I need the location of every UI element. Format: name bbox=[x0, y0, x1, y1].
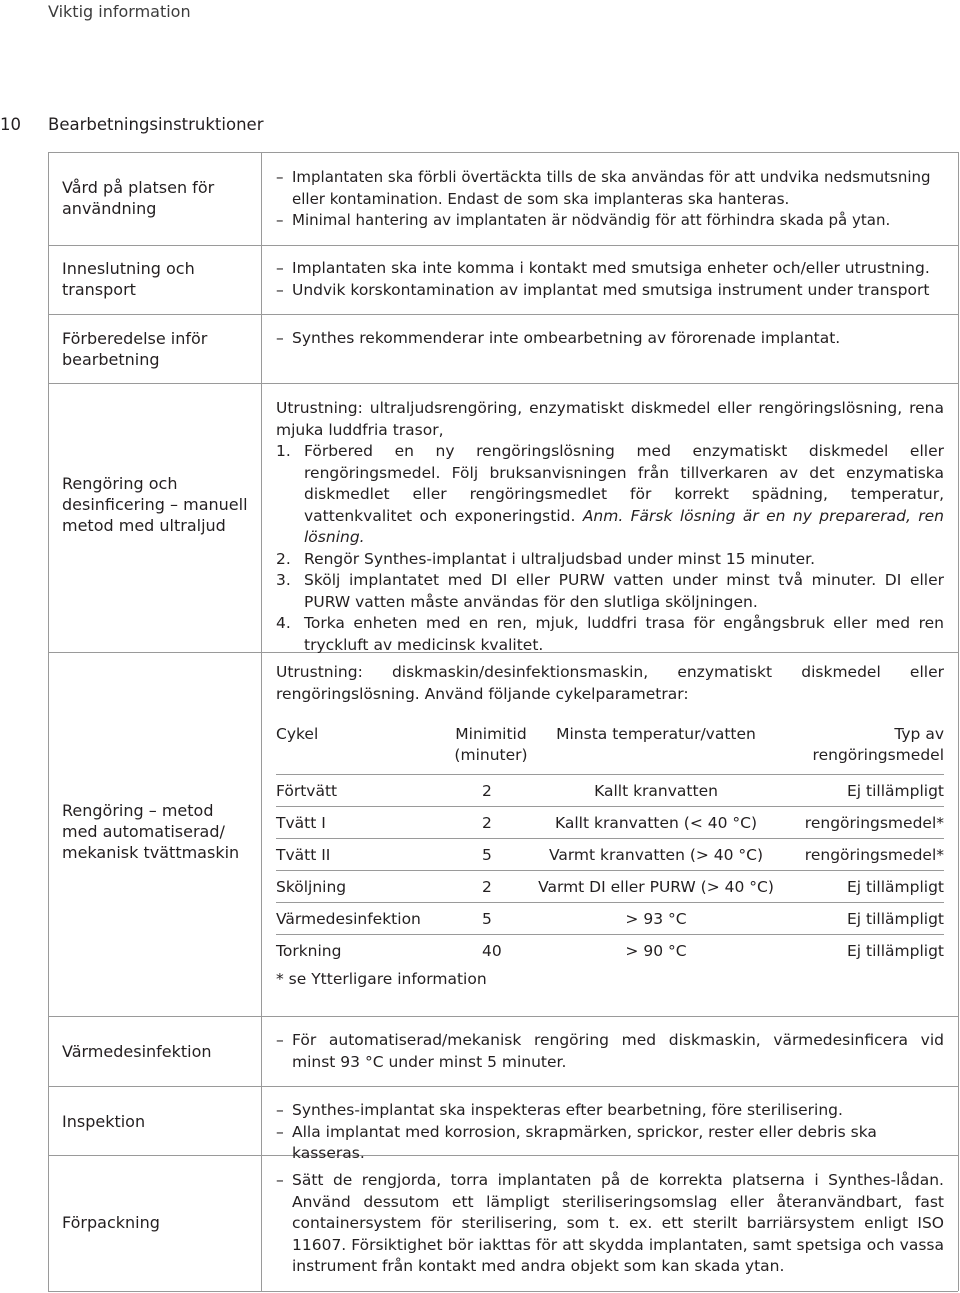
care-bullet-1: – Implantaten ska förbli övertäckta tills de ska användas för att undvika nedsmutsning eller kontamination. Endast de som ska implanteras ska hanteras. bbox=[276, 167, 944, 210]
cycle-detergent: rengöringsmedel* bbox=[776, 839, 944, 871]
cycle-row bbox=[276, 839, 944, 871]
label-preparation: Förberedelse inför bearbetning bbox=[62, 329, 208, 369]
cycle-detergent: Ej tillämpligt bbox=[776, 775, 944, 807]
section-number: 10 bbox=[0, 115, 21, 134]
col-cycle: Cykel bbox=[276, 725, 319, 743]
page-header: Viktig information bbox=[48, 2, 191, 21]
thermal-bullet-1: – För automatiserad/mekanisk rengöring med diskmaskin, värmedesinficera vid minst 93 °C under minst 5 minuter. bbox=[276, 1030, 944, 1073]
cycle-row bbox=[276, 807, 944, 839]
cycle-temp: > 93 °C bbox=[536, 903, 776, 935]
cycle-row bbox=[276, 935, 944, 967]
content-preparation bbox=[276, 328, 944, 350]
cycle-name: Tvätt II bbox=[276, 839, 446, 871]
cycle-time: 2 bbox=[446, 871, 536, 903]
rule bbox=[48, 1016, 958, 1017]
rule bbox=[48, 245, 958, 246]
table-left-border bbox=[48, 152, 49, 1291]
inspection-bullet-1: – Synthes-implantat ska inspekteras efter bearbetning, före sterilisering. bbox=[276, 1100, 944, 1122]
content-care bbox=[276, 167, 944, 232]
label-automated: Rengöring – metod med automatiserad/ mekanisk tvättmaskin bbox=[62, 801, 240, 862]
label-containment: Inneslutning och transport bbox=[62, 259, 195, 299]
manual-step-3: 3. Skölj implantatet med DI eller PURW vatten under minst två minuter. DI eller PURW vatten måste användas för den slutliga sköljningen. bbox=[276, 571, 944, 611]
automated-footnote: * se Ytterligare information bbox=[276, 970, 487, 988]
label-care: Vård på platsen för användning bbox=[62, 178, 215, 218]
cycle-time: 5 bbox=[446, 903, 536, 935]
content-inspection bbox=[276, 1100, 944, 1165]
cycle-row bbox=[276, 871, 944, 903]
label-packaging: Förpackning bbox=[62, 1213, 160, 1232]
cycle-table-header bbox=[276, 724, 944, 775]
containment-bullet-2: – Undvik korskontamination av implantat med smutsiga instrument under transport bbox=[276, 280, 944, 302]
label-manual: Rengöring och desinficering – manuell metod med ultraljud bbox=[62, 474, 248, 535]
content-packaging bbox=[276, 1170, 944, 1278]
cycle-detergent: Ej tillämpligt bbox=[776, 935, 944, 967]
cycle-name: Tvätt I bbox=[276, 807, 446, 839]
rule bbox=[48, 1086, 958, 1087]
automated-equipment: Utrustning: diskmaskin/desinfektionsmaskin, enzymatiskt diskmedel eller rengöringslösning. Använd följande cykelparametrar: bbox=[276, 663, 944, 703]
col-detergent: Typ av rengöringsmedel bbox=[812, 725, 944, 764]
rule bbox=[48, 383, 958, 384]
packaging-bullet-1: – Sätt de rengjorda, torra implantaten på de korrekta platserna i Synthes-lådan. Använd dessutom ett lämpligt steriliseringsomslag eller återanvändbart, fast containersystem för sterilisering, som t. ex. ett sterilt barriärsystem enligt ISO 11607. Försiktighet bör iakttas för att skydda implantaten, samt spetsiga och vassa instrument från kontakt med andra objekt som kan skada ytan. bbox=[276, 1170, 944, 1278]
preparation-bullet-1: – Synthes rekommenderar inte ombearbetning av förorenade implantat. bbox=[276, 328, 944, 350]
table-right-border bbox=[958, 152, 959, 1291]
cycle-temp: Varmt kranvatten (> 40 °C) bbox=[536, 839, 776, 871]
cycle-temp: Varmt DI eller PURW (> 40 °C) bbox=[536, 871, 776, 903]
content-thermal bbox=[276, 1030, 944, 1073]
cycle-name: Förtvätt bbox=[276, 775, 446, 807]
cycle-table bbox=[276, 724, 944, 966]
col-min-temp: Minsta temperatur/vatten bbox=[556, 725, 756, 743]
cycle-name: Torkning bbox=[276, 935, 446, 967]
rule bbox=[48, 152, 958, 153]
cycle-name: Sköljning bbox=[276, 871, 446, 903]
cycle-detergent: Ej tillämpligt bbox=[776, 871, 944, 903]
cycle-name: Värmedesinfektion bbox=[276, 903, 446, 935]
cycle-detergent: rengöringsmedel* bbox=[776, 807, 944, 839]
manual-step-1: 1. Förbered en ny rengöringslösning med enzymatiskt diskmedel eller rengöringsmedel. Följ bruksanvisningen från tillverkaren av det enzymatiska diskmedlet eller rengöringsmedlet för korrekt spädning, temperatur, vattenkvalitet och exponeringstid. Anm. Färsk lösning är en ny preparerad, ren lösning. bbox=[276, 442, 945, 546]
cycle-time: 2 bbox=[446, 807, 536, 839]
rule bbox=[48, 314, 958, 315]
label-inspection: Inspektion bbox=[62, 1112, 146, 1131]
cycle-temp: Kallt kranvatten bbox=[536, 775, 776, 807]
cycle-row bbox=[276, 775, 944, 807]
cycle-time: 40 bbox=[446, 935, 536, 967]
manual-step-4: 4. Torka enheten med en ren, mjuk, luddfri trasa för engångsbruk eller med ren tryckluft av medicinsk kvalitet. bbox=[276, 614, 944, 654]
containment-bullet-1: – Implantaten ska inte komma i kontakt med smutsiga enheter och/eller utrustning. bbox=[276, 258, 944, 280]
cycle-row bbox=[276, 903, 944, 935]
content-manual bbox=[276, 398, 944, 656]
section-heading: Bearbetningsinstruktioner bbox=[48, 115, 264, 134]
cycle-time: 2 bbox=[446, 775, 536, 807]
cycle-detergent: Ej tillämpligt bbox=[776, 903, 944, 935]
manual-step-1-note: Anm. Färsk lösning är en ny preparerad, ren lösning. bbox=[304, 506, 945, 546]
manual-equipment: Utrustning: ultraljudsrengöring, enzymatiskt diskmedel eller rengöringslösning, rena mjuka luddfria trasor, bbox=[276, 399, 944, 439]
content-containment bbox=[276, 258, 944, 301]
manual-step-2: 2. Rengör Synthes-implantat i ultraljudsbad under minst 15 minuter. bbox=[276, 549, 816, 568]
column-divider bbox=[261, 152, 262, 1291]
label-thermal: Värmedesinfektion bbox=[62, 1042, 212, 1061]
inspection-bullet-2: – Alla implantat med korrosion, skrapmärken, sprickor, rester eller debris ska kasseras. bbox=[276, 1122, 944, 1165]
cycle-temp: Kallt kranvatten (< 40 °C) bbox=[536, 807, 776, 839]
rule bbox=[48, 1291, 958, 1292]
care-bullet-2: – Minimal hantering av implantaten är nödvändig för att förhindra skada på ytan. bbox=[276, 210, 944, 232]
col-min-time: Minimitid (minuter) bbox=[454, 725, 528, 764]
cycle-time: 5 bbox=[446, 839, 536, 871]
cycle-temp: > 90 °C bbox=[536, 935, 776, 967]
